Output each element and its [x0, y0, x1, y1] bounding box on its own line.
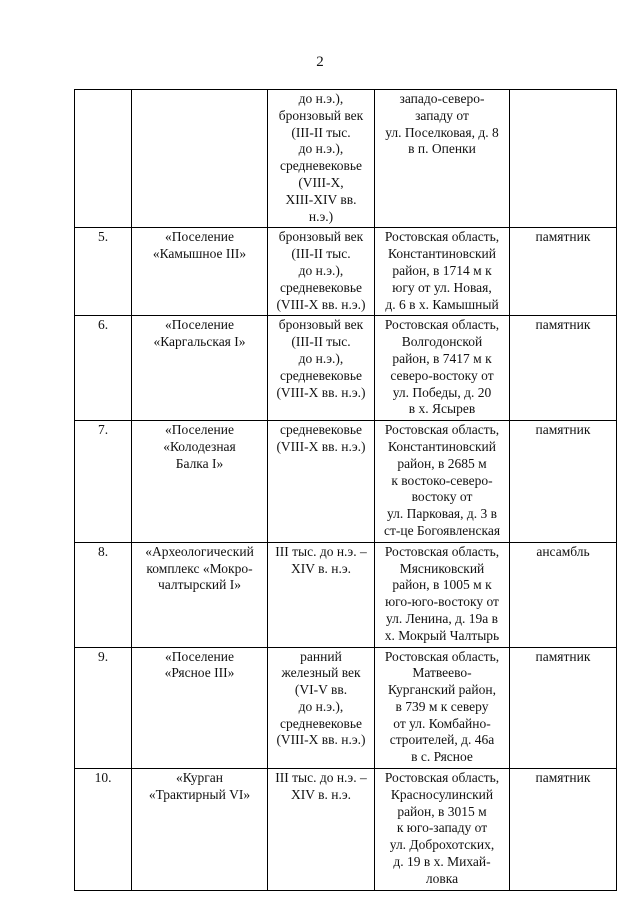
- table-row: [75, 542, 617, 647]
- object-date-line: (VIII-X вв. н.э.): [276, 296, 366, 312]
- object-category-cell: памятник: [510, 228, 617, 316]
- object-location-line: Ростовская область,: [384, 317, 500, 333]
- object-location-line: ул. Поселковая, д. 8: [385, 124, 499, 140]
- table-row: [75, 647, 617, 769]
- object-location-line: в х. Ясырев: [408, 401, 476, 417]
- object-location-line: Матвеево-: [412, 665, 472, 681]
- object-date-cell: [268, 90, 375, 228]
- object-name-line: «Трактирный VI»: [148, 786, 251, 802]
- object-name-line: чалтырский I»: [158, 577, 241, 593]
- object-date-line: н.э.): [308, 208, 334, 224]
- object-location-line: западу от: [415, 107, 469, 123]
- object-location-line: к юго-западу от: [396, 820, 488, 836]
- object-date-cell: [268, 421, 375, 543]
- object-name-line: «Колодезная: [163, 438, 236, 454]
- object-date-line: бронзовый век: [278, 229, 364, 245]
- object-name-line: Балка I»: [175, 455, 224, 471]
- table-row: [75, 316, 617, 421]
- object-category-cell: памятник: [510, 316, 617, 421]
- object-date-line: до н.э.),: [298, 350, 344, 366]
- object-location-line: северо-востоку от: [390, 367, 494, 383]
- object-location-line: от ул. Комбайно-: [393, 715, 491, 731]
- object-location-cell: [375, 421, 510, 543]
- object-category-cell: памятник: [510, 769, 617, 891]
- object-location-line: в с. Рясное: [411, 749, 473, 765]
- row-number-cell: 6.: [75, 316, 132, 421]
- object-location-cell: [375, 316, 510, 421]
- object-location-line: Ростовская область,: [384, 543, 500, 559]
- object-date-line: до н.э.),: [298, 698, 344, 714]
- object-location-line: Красносулинский: [390, 786, 494, 802]
- object-date-line: (VIII-X вв. н.э.): [276, 732, 366, 748]
- object-date-cell: [268, 542, 375, 647]
- object-date-line: средневековье: [279, 158, 363, 174]
- heritage-registry-table: [74, 89, 617, 891]
- registry-table-body: [75, 90, 617, 891]
- object-location-line: ул. Доброхотских,: [389, 837, 495, 853]
- object-date-line: до н.э.),: [298, 262, 344, 278]
- object-category-cell: ансамбль: [510, 542, 617, 647]
- object-location-line: Константиновский: [388, 246, 496, 262]
- table-row: [75, 769, 617, 891]
- object-location-line: район, в 1714 м к: [392, 262, 492, 278]
- object-location-line: югу от ул. Новая,: [392, 279, 492, 295]
- object-location-line: ул. Победы, д. 20: [392, 384, 492, 400]
- row-number-cell: 9.: [75, 647, 132, 769]
- object-location-line: д. 6 в х. Камышный: [385, 296, 499, 312]
- object-location-line: район, в 3015 м: [397, 803, 487, 819]
- object-name-line: «Поселение: [165, 648, 234, 664]
- object-date-line: до н.э.),: [298, 91, 344, 106]
- object-location-line: к востоко-северо-: [391, 472, 493, 488]
- object-location-line: востоку от: [411, 489, 473, 505]
- object-location-cell: [375, 90, 510, 228]
- object-date-line: бронзовый век: [278, 317, 364, 333]
- object-location-line: х. Мокрый Чалтырь: [384, 627, 500, 643]
- object-date-cell: [268, 769, 375, 891]
- object-location-line: Ростовская область,: [384, 229, 500, 245]
- object-date-line: до н.э.),: [298, 141, 344, 157]
- object-name-cell: [132, 421, 268, 543]
- object-location-cell: [375, 542, 510, 647]
- object-location-line: Мясниковский: [399, 560, 485, 576]
- object-location-line: район, в 2685 м: [397, 455, 487, 471]
- object-location-line: ст-це Богоявленская: [383, 522, 501, 538]
- object-category-cell: памятник: [510, 647, 617, 769]
- object-category-cell: памятник: [510, 421, 617, 543]
- object-location-cell: [375, 228, 510, 316]
- object-location-line: д. 19 в х. Михай-: [393, 854, 491, 870]
- object-location-cell: [375, 769, 510, 891]
- object-date-line: XIV в. н.э.: [290, 786, 352, 802]
- object-date-line: железный век: [281, 665, 361, 681]
- object-location-line: Константиновский: [388, 438, 496, 454]
- object-date-line: III тыс. до н.э. –: [275, 770, 367, 786]
- object-date-line: (III-II тыс.: [291, 334, 351, 350]
- row-number-cell: 8.: [75, 542, 132, 647]
- object-date-line: XIV в. н.э.: [290, 560, 352, 576]
- row-number-cell: 7.: [75, 421, 132, 543]
- object-location-line: ул. Ленина, д. 19а в: [386, 610, 498, 626]
- object-date-line: III тыс. до н.э. –: [275, 543, 367, 559]
- object-name-cell: [132, 769, 268, 891]
- object-date-line: XIII-XIV вв.: [285, 191, 357, 207]
- object-location-line: район, в 7417 м к: [392, 350, 492, 366]
- object-date-line: (III-II тыс.: [291, 246, 351, 262]
- object-location-line: ул. Парковая, д. 3 в: [386, 506, 498, 522]
- object-category-cell: [510, 90, 617, 228]
- row-number-cell: 10.: [75, 769, 132, 891]
- object-location-line: западо-северо-: [399, 91, 485, 106]
- object-location-line: Ростовская область,: [384, 422, 500, 438]
- object-date-line: (III-II тыс.: [291, 124, 351, 140]
- object-name-cell: [132, 542, 268, 647]
- object-location-line: строителей, д. 46а: [389, 732, 495, 748]
- object-name-line: «Курган: [176, 770, 223, 786]
- table-row: [75, 421, 617, 543]
- object-date-line: средневековье: [279, 715, 363, 731]
- page-number: 2: [316, 54, 324, 70]
- object-date-cell: [268, 647, 375, 769]
- object-date-line: (VIII-X,: [298, 174, 344, 190]
- object-name-line: комплекс «Мокро-: [146, 560, 253, 576]
- object-name-cell: [132, 228, 268, 316]
- object-name-line: «Археологический: [145, 543, 254, 559]
- object-location-line: в п. Опенки: [408, 141, 476, 157]
- object-name-cell: [132, 316, 268, 421]
- object-location-line: Волгодонской: [401, 334, 483, 350]
- object-name-line: «Каргальская I»: [153, 334, 246, 350]
- object-name-line: «Поселение: [165, 317, 234, 333]
- object-location-line: ловка: [425, 870, 459, 886]
- object-date-line: ранний: [300, 648, 342, 664]
- object-location-line: Курганский район,: [388, 682, 496, 698]
- object-date-line: (VIII-X вв. н.э.): [276, 384, 366, 400]
- object-name-cell: [132, 90, 268, 228]
- object-name-line: «Камышное III»: [152, 246, 247, 262]
- object-date-line: средневековье: [279, 279, 363, 295]
- object-location-line: Ростовская область,: [384, 648, 500, 664]
- object-location-line: Ростовская область,: [384, 770, 500, 786]
- object-date-line: (VIII-X вв. н.э.): [276, 438, 366, 454]
- object-date-line: средневековье: [279, 367, 363, 383]
- object-location-line: юго-юго-востоку от: [385, 594, 499, 610]
- table-row: [75, 228, 617, 316]
- object-date-cell: [268, 316, 375, 421]
- object-date-line: бронзовый век: [278, 107, 364, 123]
- object-name-cell: [132, 647, 268, 769]
- object-name-line: «Рясное III»: [164, 665, 235, 681]
- object-date-cell: [268, 228, 375, 316]
- object-name-line: «Поселение: [165, 422, 234, 438]
- object-date-line: (VI-V вв.: [294, 682, 348, 698]
- object-name-line: «Поселение: [165, 229, 234, 245]
- object-location-cell: [375, 647, 510, 769]
- object-date-line: средневековье: [279, 422, 363, 438]
- table-row: [75, 90, 617, 228]
- row-number-cell: 5.: [75, 228, 132, 316]
- object-location-line: в 739 м к северу: [395, 698, 489, 714]
- row-number-cell: [75, 90, 132, 228]
- object-location-line: район, в 1005 м к: [392, 577, 492, 593]
